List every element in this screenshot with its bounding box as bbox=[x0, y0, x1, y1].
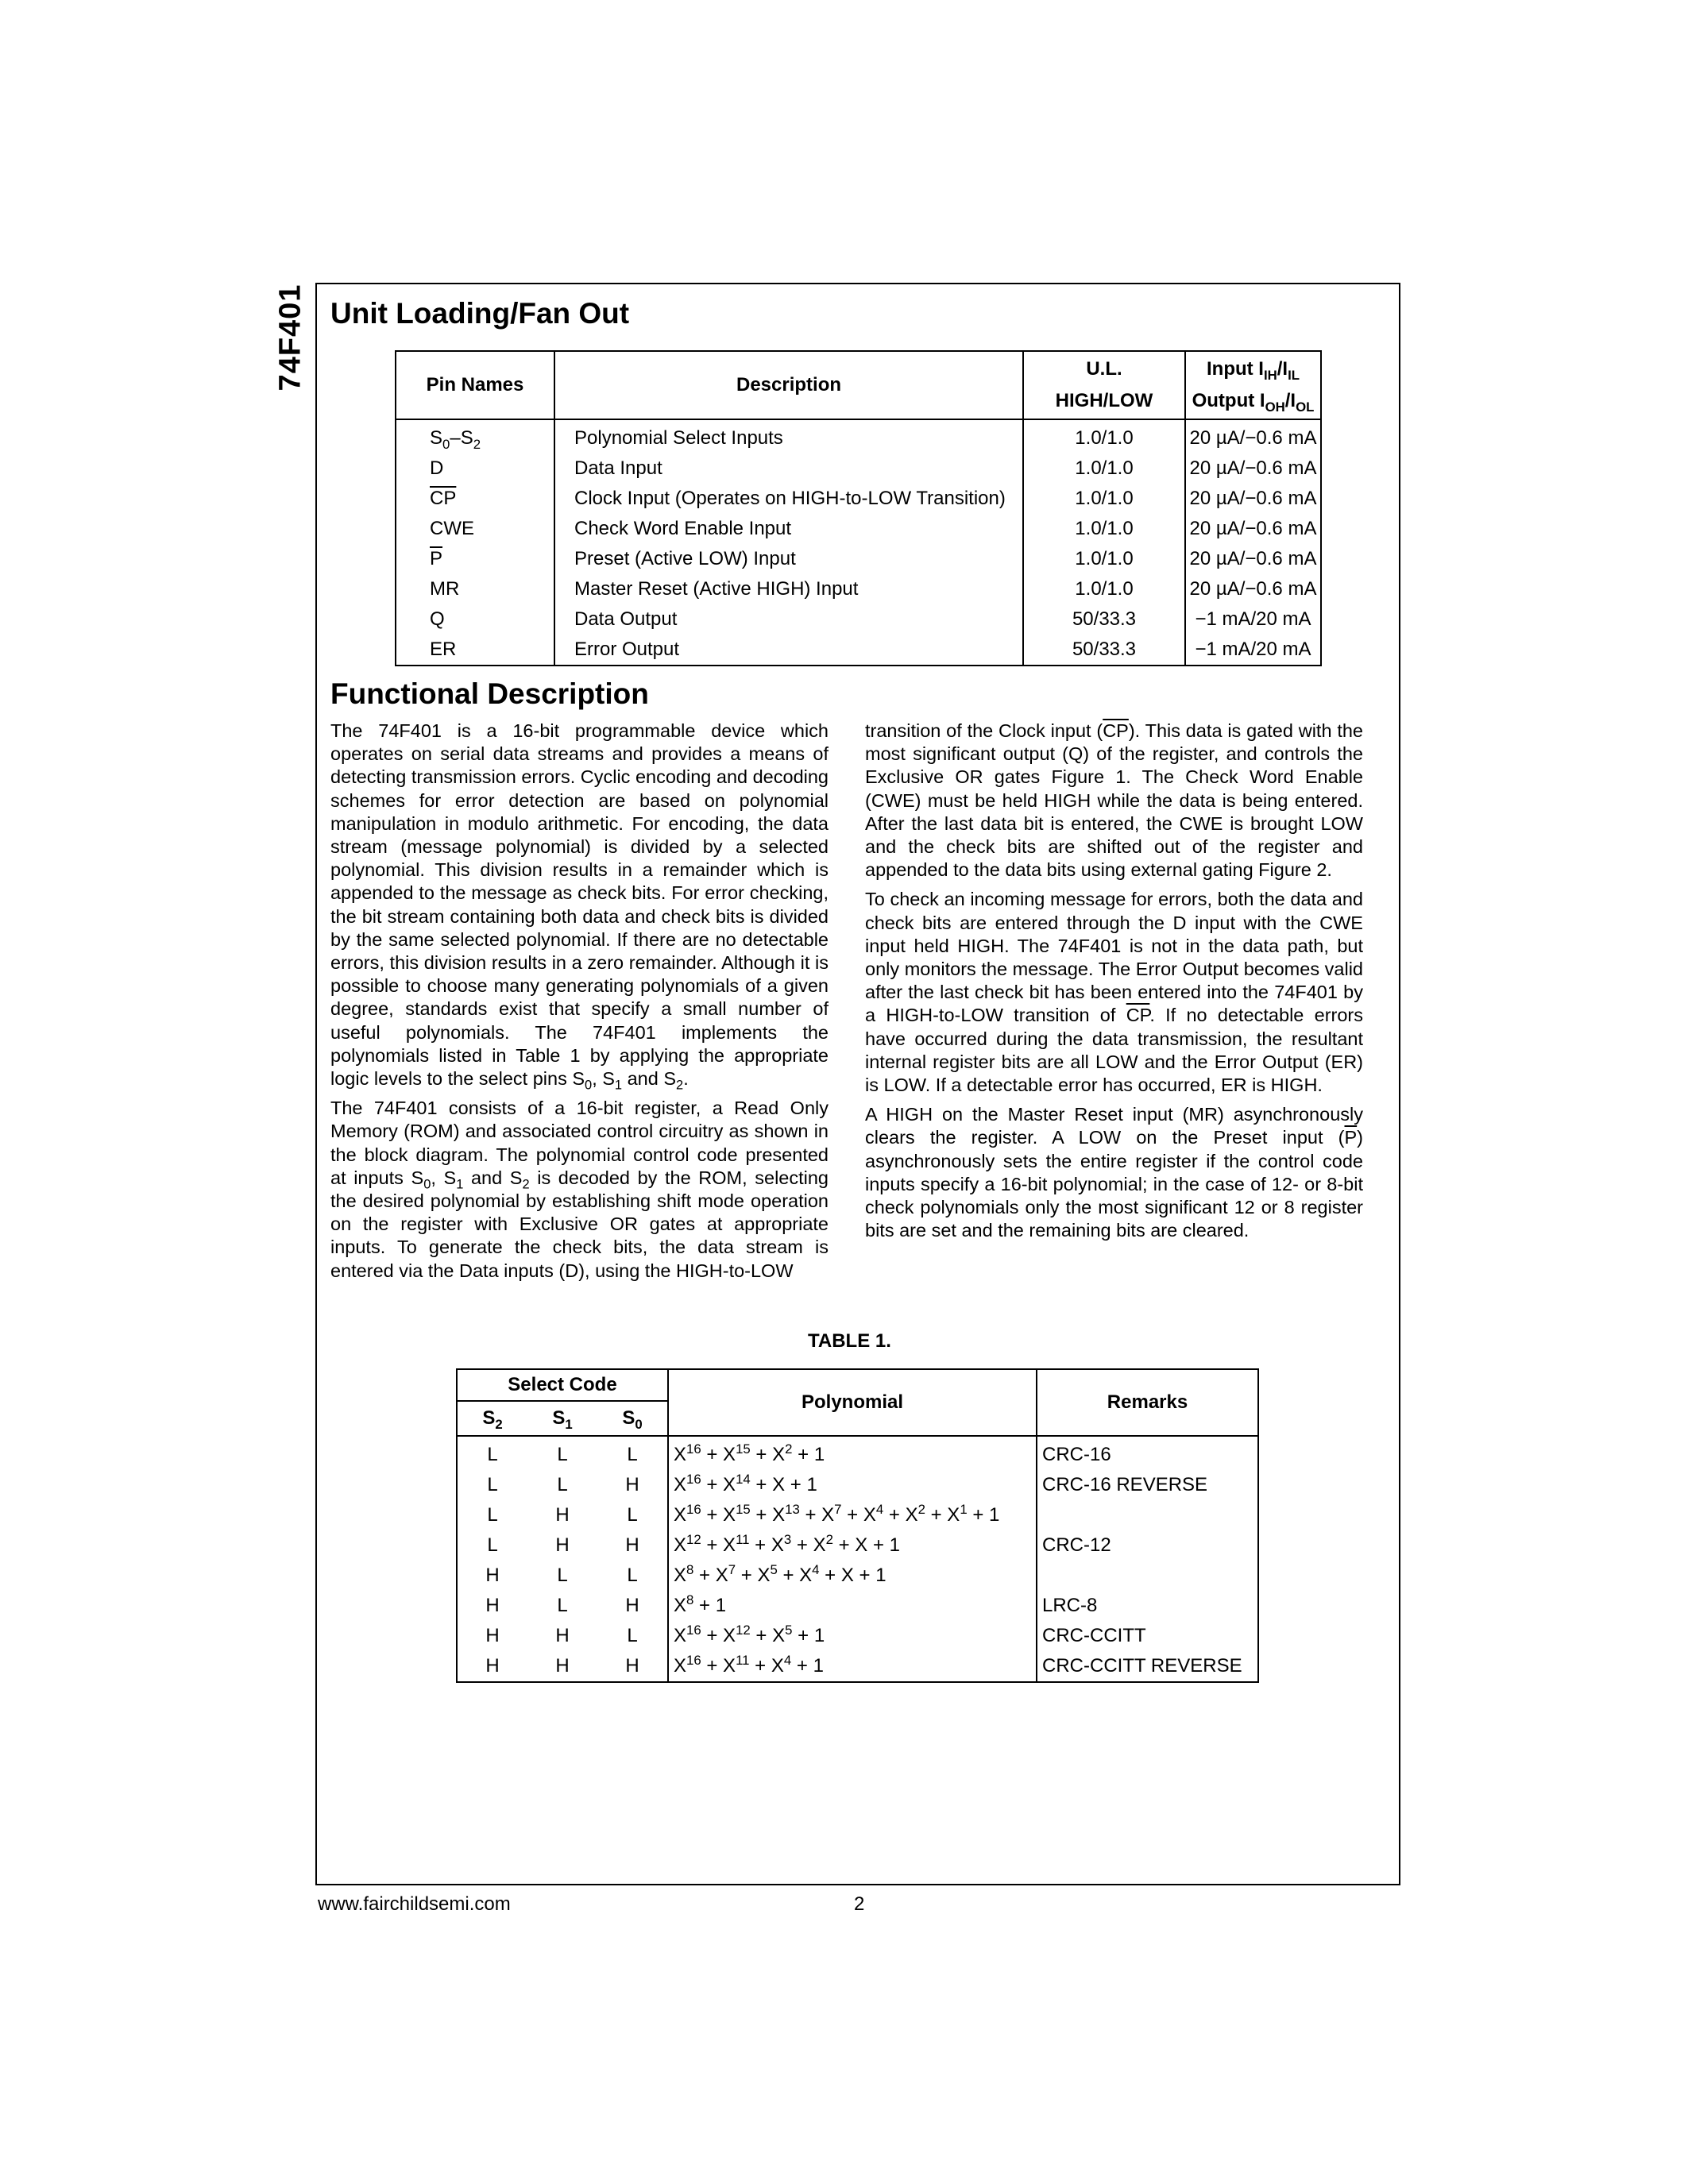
table-row bbox=[457, 1436, 1258, 1470]
term-base: 1 bbox=[806, 1474, 817, 1495]
term-exponent: 16 bbox=[686, 1502, 701, 1517]
pin-ul: 1.0/1.0 bbox=[1023, 419, 1185, 453]
polynomial-cell bbox=[668, 1621, 1037, 1651]
pin-io: −1 mA/20 mA bbox=[1185, 604, 1321, 635]
term-exponent: 16 bbox=[686, 1653, 701, 1668]
term-base: X bbox=[855, 1534, 868, 1556]
plus-sign: + bbox=[925, 1504, 948, 1526]
term-base: X bbox=[674, 1595, 687, 1616]
header-description: Description bbox=[554, 351, 1023, 419]
select-s1: L bbox=[557, 1444, 568, 1465]
header-remarks: Remarks bbox=[1037, 1369, 1258, 1436]
plus-sign: + bbox=[736, 1565, 758, 1586]
header-polynomial: Polynomial bbox=[668, 1369, 1037, 1436]
plus-sign: + bbox=[701, 1625, 724, 1646]
select-s2: H bbox=[485, 1625, 500, 1646]
pin-io: 20 µA/−0.6 mA bbox=[1185, 453, 1321, 484]
term-base: 1 bbox=[813, 1625, 825, 1646]
plus-sign: + bbox=[750, 1504, 773, 1526]
pin-description: Data Input bbox=[554, 453, 1023, 484]
select-s0: L bbox=[627, 1504, 638, 1526]
term-base: X bbox=[674, 1474, 687, 1495]
plus-sign: + bbox=[799, 1504, 822, 1526]
term-base: 1 bbox=[813, 1444, 825, 1465]
table-row bbox=[396, 604, 1321, 635]
term-exponent: 4 bbox=[812, 1562, 820, 1577]
header-pin-names: Pin Names bbox=[396, 351, 554, 419]
plus-sign: + bbox=[867, 1534, 890, 1556]
term-base: X bbox=[723, 1474, 736, 1495]
pin-io: 20 µA/−0.6 mA bbox=[1185, 484, 1321, 514]
unit-loading-header-row bbox=[396, 351, 1321, 419]
remarks-cell: CRC-CCITT REVERSE bbox=[1037, 1651, 1258, 1682]
pin-description: Error Output bbox=[554, 635, 1023, 666]
plus-sign: + bbox=[819, 1565, 841, 1586]
pin-description: Polynomial Select Inputs bbox=[554, 419, 1023, 453]
pin-name: Q bbox=[396, 604, 554, 635]
term-base: X bbox=[674, 1534, 687, 1556]
plus-sign: + bbox=[792, 1625, 814, 1646]
table-row bbox=[457, 1591, 1258, 1621]
footer-url: www.fairchildsemi.com bbox=[318, 1893, 511, 1915]
remarks-cell: CRC-16 REVERSE bbox=[1037, 1470, 1258, 1500]
select-s0: H bbox=[625, 1534, 639, 1556]
pin-io: 20 µA/−0.6 mA bbox=[1185, 419, 1321, 453]
term-base: X bbox=[863, 1504, 876, 1526]
header-s1: $S_1$ bbox=[527, 1401, 597, 1436]
pin-name: $\overline{P}$ bbox=[396, 544, 554, 574]
pin-ul: 50/33.3 bbox=[1023, 604, 1185, 635]
table-row bbox=[457, 1651, 1258, 1682]
remarks-cell bbox=[1037, 1500, 1258, 1530]
table-row bbox=[457, 1470, 1258, 1500]
table1-title: TABLE 1. bbox=[808, 1330, 891, 1352]
term-exponent: 16 bbox=[686, 1472, 701, 1487]
unit-loading-title: Unit Loading/Fan Out bbox=[330, 297, 630, 330]
functional-paragraph: A HIGH on the Master Reset input (MR) asynchronously clears the register. A LOW on the Preset input $(\overline{P})$ asynchronously sets the entire register if the control code inputs specify a 16-bit polynomial; in the case of 12- or 8-bit check polynomials only the most significant 12 or 8 register bits are set and the remaining bits are cleared. bbox=[865, 1104, 1363, 1241]
table-row bbox=[457, 1561, 1258, 1591]
pin-ul: 1.0/1.0 bbox=[1023, 453, 1185, 484]
table-row bbox=[396, 635, 1321, 666]
page-number: 2 bbox=[854, 1893, 865, 1915]
term-exponent: 11 bbox=[736, 1653, 750, 1668]
functional-paragraph: The 74F401 is a 16-bit programmable device which operates on serial data streams and provides a means of detecting transmission errors. Cyclic encoding and decoding schemes for error detection are based on polynomial manipulation in modulo arithmetic. For encoding, the data stream (message polynomial) is divided by a selected polynomial. This division results in a remainder which is appended to the message as check bits. For error checking, the bit stream containing both data and check bits is divided by the same selected polynomial. If there are no detectable errors, this division results in a zero remainder. Although it is possible to choose many generating polynomials of a given degree, standards exist that specify a small number of useful polynomials. The 74F401 implements the polynomials listed in Table 1 by applying the appropriate logic levels to the select pins $S_0$, $S_1$ and $S_2$. bbox=[330, 720, 829, 1093]
select-s0: H bbox=[625, 1595, 639, 1616]
term-exponent: 2 bbox=[785, 1441, 793, 1457]
plus-sign: + bbox=[701, 1444, 724, 1465]
table-row bbox=[457, 1500, 1258, 1530]
term-base: X bbox=[772, 1444, 786, 1465]
term-base: 1 bbox=[989, 1504, 1000, 1526]
term-base: X bbox=[905, 1504, 918, 1526]
plus-sign: + bbox=[883, 1504, 906, 1526]
pin-io: 20 µA/−0.6 mA bbox=[1185, 574, 1321, 604]
table-row bbox=[396, 544, 1321, 574]
plus-sign: + bbox=[750, 1625, 773, 1646]
select-s1: H bbox=[555, 1534, 570, 1556]
plus-sign: + bbox=[791, 1655, 813, 1677]
term-base: X bbox=[799, 1565, 813, 1586]
term-exponent: 14 bbox=[736, 1472, 751, 1487]
plus-sign: + bbox=[701, 1534, 724, 1556]
term-base: 1 bbox=[875, 1565, 886, 1586]
term-exponent: 8 bbox=[686, 1592, 694, 1607]
pin-name: MR bbox=[396, 574, 554, 604]
select-s1: L bbox=[557, 1474, 568, 1495]
term-exponent: 15 bbox=[736, 1502, 751, 1517]
select-s2: L bbox=[487, 1444, 498, 1465]
functional-paragraph: The 74F401 consists of a 16-bit register, a Read Only Memory (ROM) and associated control circuitry as shown in the block diagram. The polynomial control code presented at inputs $S_0$, $S_1$ and $S_2$ is decoded by the ROM, selecting the desired polynomial by establishing shift mode operation on the register with Exclusive OR gates at appropriate inputs. To generate the check bits, the data stream is entered via the Data inputs (D), using the HIGH-to-LOW bbox=[330, 1098, 829, 1281]
term-base: X bbox=[813, 1534, 826, 1556]
plus-sign: + bbox=[693, 1595, 716, 1616]
plus-sign: + bbox=[792, 1444, 814, 1465]
pin-name: CWE bbox=[396, 514, 554, 544]
plus-sign: + bbox=[750, 1444, 773, 1465]
plus-sign: + bbox=[832, 1534, 856, 1556]
polynomial-cell bbox=[668, 1470, 1037, 1500]
select-s1: H bbox=[555, 1655, 570, 1677]
pin-io: 20 µA/−0.6 mA bbox=[1185, 544, 1321, 574]
select-s0: H bbox=[625, 1655, 639, 1677]
select-s1: L bbox=[557, 1595, 568, 1616]
table-row bbox=[396, 484, 1321, 514]
remarks-cell bbox=[1037, 1561, 1258, 1591]
plus-sign: + bbox=[853, 1565, 876, 1586]
select-s1: H bbox=[555, 1504, 570, 1526]
pin-ul: 1.0/1.0 bbox=[1023, 484, 1185, 514]
select-s1: H bbox=[555, 1625, 570, 1646]
functional-paragraph: transition of the Clock input $(\overline{CP})$. This data is gated with the most significant output (Q) of the register, and controls the Exclusive OR gates Figure 1. The Check Word Enable (CWE) must be held HIGH while the data is being entered. After the last data bit is entered, the CWE is brought LOW and the check bits are shifted out of the register and appended to the data bits using external gating Figure 2. bbox=[865, 720, 1363, 881]
select-s2: L bbox=[487, 1474, 498, 1495]
functional-right-column bbox=[865, 720, 1363, 1248]
term-exponent: 1 bbox=[960, 1502, 968, 1517]
plus-sign: + bbox=[777, 1565, 800, 1586]
term-base: X bbox=[947, 1504, 960, 1526]
term-base: X bbox=[840, 1565, 854, 1586]
pin-description: Master Reset (Active HIGH) Input bbox=[554, 574, 1023, 604]
select-s0: L bbox=[627, 1565, 638, 1586]
select-s0: H bbox=[625, 1474, 639, 1495]
plus-sign: + bbox=[701, 1504, 724, 1526]
pin-io: 20 µA/−0.6 mA bbox=[1185, 514, 1321, 544]
select-s0: L bbox=[627, 1625, 638, 1646]
polynomial-cell bbox=[668, 1436, 1037, 1470]
plus-sign: + bbox=[749, 1655, 771, 1677]
select-s2: L bbox=[487, 1534, 498, 1556]
table-row bbox=[396, 574, 1321, 604]
header-s2: $S_2$ bbox=[457, 1401, 527, 1436]
table-row bbox=[396, 514, 1321, 544]
pin-name: $S_0-S_2$ bbox=[396, 419, 554, 453]
term-base: X bbox=[674, 1504, 687, 1526]
term-exponent: 12 bbox=[736, 1623, 751, 1638]
term-base: X bbox=[674, 1625, 687, 1646]
pin-name: ER bbox=[396, 635, 554, 666]
term-base: X bbox=[723, 1655, 736, 1677]
header-select-code: Select Code bbox=[457, 1369, 668, 1401]
select-s2: L bbox=[487, 1504, 498, 1526]
remarks-cell: CRC-12 bbox=[1037, 1530, 1258, 1561]
table-row bbox=[396, 419, 1321, 453]
term-exponent: 4 bbox=[783, 1653, 792, 1668]
term-base: X bbox=[723, 1504, 736, 1526]
term-exponent: 11 bbox=[736, 1532, 750, 1547]
plus-sign: + bbox=[701, 1655, 724, 1677]
term-base: 1 bbox=[889, 1534, 901, 1556]
term-exponent: 5 bbox=[785, 1623, 793, 1638]
functional-left-column bbox=[330, 720, 829, 1289]
term-exponent: 4 bbox=[875, 1502, 884, 1517]
functional-paragraph: To check an incoming message for errors, both the data and check bits are entered through the D input with the CWE input held HIGH. The 74F401 is not in the data path, but only monitors the message. The Error Output becomes valid after the last check bit has been entered into the 74F401 by a HIGH-to-LOW transition of $\overline{CP}$. If no detectable errors have occurred during the data transmission, the resultant internal register bits are all LOW and the Error Output (ER) is LOW. If a detectable error has occurred, ER is HIGH. bbox=[865, 889, 1364, 1096]
term-base: X bbox=[674, 1655, 687, 1677]
term-base: X bbox=[772, 1504, 786, 1526]
term-base: X bbox=[723, 1534, 736, 1556]
pin-description: Check Word Enable Input bbox=[554, 514, 1023, 544]
select-s2: H bbox=[485, 1565, 500, 1586]
polynomial-cell bbox=[668, 1651, 1037, 1682]
polynomial-cell bbox=[668, 1591, 1037, 1621]
polynomial-cell bbox=[668, 1561, 1037, 1591]
term-exponent: 12 bbox=[686, 1532, 701, 1547]
term-base: X bbox=[821, 1504, 835, 1526]
table-row bbox=[457, 1621, 1258, 1651]
polynomial-cell bbox=[668, 1500, 1037, 1530]
pin-ul: 50/33.3 bbox=[1023, 635, 1185, 666]
pin-ul: 1.0/1.0 bbox=[1023, 514, 1185, 544]
remarks-cell: CRC-CCITT bbox=[1037, 1621, 1258, 1651]
plus-sign: + bbox=[693, 1565, 716, 1586]
side-part-number: 74F401 bbox=[273, 284, 307, 392]
remarks-cell: LRC-8 bbox=[1037, 1591, 1258, 1621]
term-base: X bbox=[674, 1565, 687, 1586]
pin-name: D bbox=[396, 453, 554, 484]
term-base: X bbox=[757, 1565, 771, 1586]
unit-loading-table bbox=[395, 350, 1322, 666]
select-s0: L bbox=[627, 1444, 638, 1465]
plus-sign: + bbox=[749, 1534, 771, 1556]
term-exponent: 15 bbox=[736, 1441, 751, 1457]
term-base: 1 bbox=[813, 1655, 824, 1677]
pin-name: $\overline{CP}$ bbox=[396, 484, 554, 514]
select-s2: H bbox=[485, 1655, 500, 1677]
header-input-output: Input $I_{IH}/I_{IL}$ Output $I_{OH}/I_{OL}$ bbox=[1185, 351, 1321, 419]
plus-sign: + bbox=[967, 1504, 990, 1526]
term-base: X bbox=[771, 1655, 784, 1677]
table-row bbox=[396, 453, 1321, 484]
pin-description: Preset (Active LOW) Input bbox=[554, 544, 1023, 574]
term-base: X bbox=[771, 1534, 784, 1556]
table1-header-row bbox=[457, 1369, 1258, 1401]
term-exponent: 2 bbox=[917, 1502, 925, 1517]
plus-sign: + bbox=[785, 1474, 807, 1495]
term-exponent: 8 bbox=[686, 1562, 694, 1577]
pin-ul: 1.0/1.0 bbox=[1023, 574, 1185, 604]
term-exponent: 16 bbox=[686, 1441, 701, 1457]
term-base: X bbox=[772, 1625, 786, 1646]
plus-sign: + bbox=[750, 1474, 773, 1495]
term-exponent: 13 bbox=[785, 1502, 800, 1517]
term-base: X bbox=[715, 1565, 728, 1586]
term-exponent: 7 bbox=[728, 1562, 736, 1577]
remarks-cell: CRC-16 bbox=[1037, 1436, 1258, 1470]
term-base: X bbox=[772, 1474, 786, 1495]
pin-description: Data Output bbox=[554, 604, 1023, 635]
term-base: X bbox=[723, 1444, 736, 1465]
table-row bbox=[457, 1530, 1258, 1561]
term-exponent: 2 bbox=[825, 1532, 833, 1547]
term-exponent: 5 bbox=[770, 1562, 778, 1577]
plus-sign: + bbox=[701, 1474, 724, 1495]
pin-io: −1 mA/20 mA bbox=[1185, 635, 1321, 666]
term-exponent: 7 bbox=[834, 1502, 842, 1517]
pin-description: Clock Input (Operates on HIGH-to-LOW Transition) bbox=[554, 484, 1023, 514]
polynomial-cell bbox=[668, 1530, 1037, 1561]
term-base: X bbox=[674, 1444, 687, 1465]
functional-description-title: Functional Description bbox=[330, 677, 649, 710]
term-exponent: 16 bbox=[686, 1623, 701, 1638]
plus-sign: + bbox=[791, 1534, 813, 1556]
polynomial-table bbox=[456, 1368, 1259, 1683]
header-ul: U.L. HIGH/LOW bbox=[1023, 351, 1185, 419]
select-s1: L bbox=[557, 1565, 568, 1586]
plus-sign: + bbox=[841, 1504, 863, 1526]
pin-ul: 1.0/1.0 bbox=[1023, 544, 1185, 574]
header-s0: $S_0$ bbox=[597, 1401, 668, 1436]
select-s2: H bbox=[485, 1595, 500, 1616]
term-base: X bbox=[723, 1625, 736, 1646]
term-base: 1 bbox=[715, 1595, 727, 1616]
term-exponent: 3 bbox=[783, 1532, 792, 1547]
